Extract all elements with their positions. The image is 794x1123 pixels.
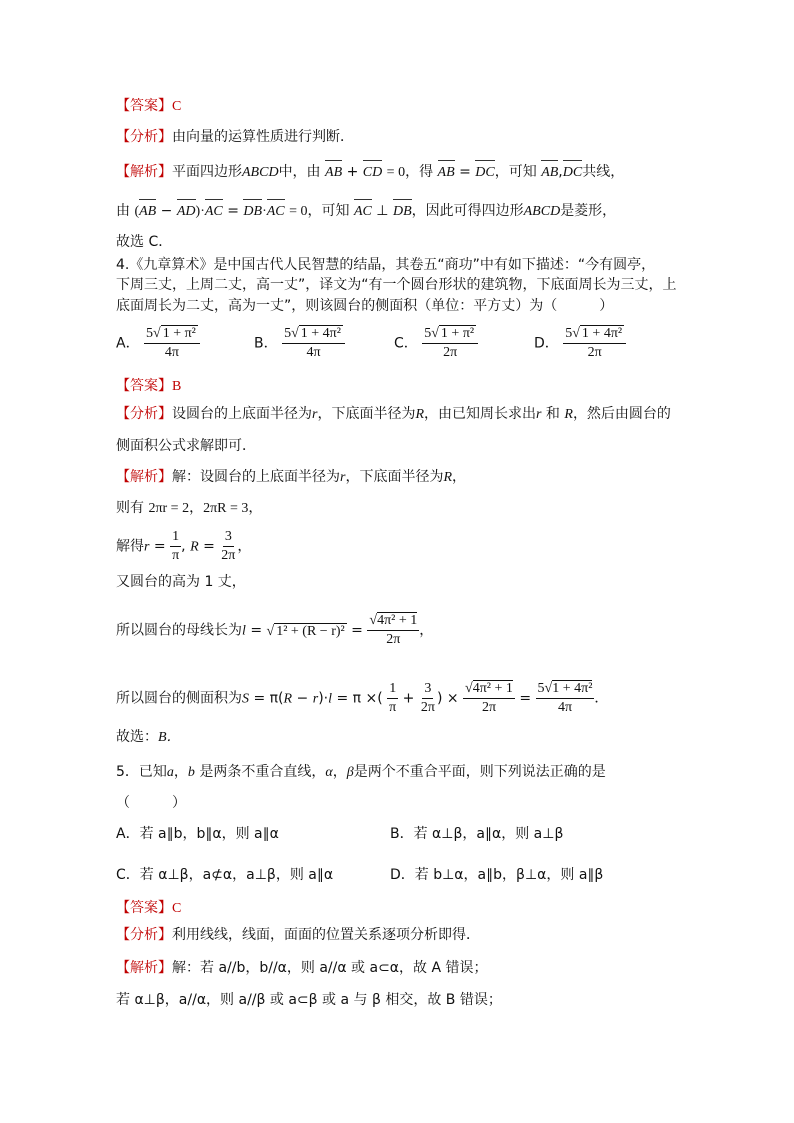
q5-option-b: B．若 α⊥β，a∥α，则 a⊥β: [390, 826, 564, 842]
option-coef: 5: [424, 326, 432, 341]
q5-stem-text: 5．已知: [116, 764, 167, 780]
option-coef: 5: [146, 326, 154, 341]
analysis-tag: 【分析】: [116, 406, 172, 422]
q3-sol-text: 中，由: [278, 164, 321, 180]
option-label: C．: [394, 335, 418, 352]
option-coef: 5: [565, 326, 573, 341]
q4-answer-value: B: [172, 379, 182, 394]
option-fraction: $\frac{\text{5√ 1 + 4π²}}{2\pi}$: [563, 325, 626, 362]
solution-tag: 【解析】: [116, 960, 172, 976]
answer-tag: 【答案】: [116, 378, 172, 394]
q5-answer-value: C: [172, 901, 182, 916]
option-label: B．: [254, 335, 278, 352]
q4-perimeter-equations: 2πr = 2，2πR = 3，: [148, 501, 263, 516]
option-label: D．: [534, 335, 559, 352]
analysis-tag: 【分析】: [116, 129, 172, 145]
solution-tag: 【解析】: [116, 469, 172, 485]
q3-sol-text: 由: [116, 203, 130, 219]
q4-sol-text: 则有: [116, 500, 144, 516]
q5-solution-line1: [116, 958, 488, 978]
q3-sol-text: ，因此可得四边形: [411, 203, 524, 219]
option-den: 4π: [164, 345, 179, 360]
option-label: A．: [116, 335, 140, 352]
q3-sol-text: 平面四边形: [172, 164, 242, 180]
q5-stem-line2: （ ）: [116, 795, 186, 811]
q4-solution-line6: 所以圆台的侧面积为S = π(R − r)·l = π ×( $\frac{1}{\pi}$ + $\frac{3}{2\pi}$ ) × $\frac{\text{√4π² + 1}}{2\pi}$ = $\frac{\text{5√1 + 4π²}}{4\pi}$ ．: [116, 681, 609, 715]
q4-solution-line3: 解得r = $\frac{1}{\pi}$ , R = $\frac{3}{2\pi}$ ，: [116, 529, 252, 563]
q3-sol-text: 是菱形，: [560, 203, 617, 219]
q3-answer-value: C: [172, 99, 182, 114]
option-fraction: $\frac{\text{5√ 1 + π²}}{4\pi}$: [144, 325, 200, 362]
option-radicand: 1 + 4π²: [581, 326, 623, 341]
q4-analysis-line1: 【分析】设圆台的上底面半径为r，下底面半径为R，由已知周长求出r 和 R，然后由圆台的: [116, 406, 671, 422]
q5-stem-line1: 5．已知a，b 是两条不重合直线，α，β是两个不重合平面，则下列说法正确的是: [116, 764, 606, 780]
answer-tag: 【答案】: [116, 900, 172, 916]
q4-sol-text: 解：设圆台的上底面半径为: [172, 469, 340, 485]
q3-answer-line: [116, 96, 181, 117]
q4-solution-line1: 【解析】解：设圆台的上底面半径为r，下底面半径为R，: [116, 469, 467, 485]
q5-stem-text: 是两个不重合平面，则下列说法正确的是: [353, 764, 606, 780]
q4-analysis-text: 设圆台的上底面半径为: [172, 406, 312, 422]
q4-analysis-text: ，下底面半径为: [317, 406, 416, 422]
answer-tag: 【答案】: [116, 98, 172, 114]
option-fraction: $\frac{\text{5√ 1 + π²}}{2\pi}$: [422, 325, 478, 362]
q3-solution-line1: 【解析】平面四边形ABCD中，由 AB + CD = 0，得 AB = DC，可知 AB,DC共线，: [116, 162, 624, 183]
analysis-tag: 【分析】: [116, 927, 172, 943]
q4-option-a: [116, 325, 200, 362]
q4-stem-line3: 底面周长为二丈，高为一丈”，则该圆台的侧面积（单位：平方丈）为（ ）: [116, 298, 614, 314]
option-radicand: 1 + π²: [440, 326, 475, 341]
q4-analysis-text: 和: [545, 406, 560, 422]
q3-sol-text: ，可知: [494, 164, 537, 180]
q4-option-d: [534, 325, 626, 362]
q4-conclusion-choice: B．: [158, 730, 181, 745]
q4-conclusion: [116, 727, 181, 748]
option-den: 2π: [443, 345, 458, 360]
q3-abcd: ABCD: [523, 204, 561, 219]
option-den: 4π: [306, 345, 321, 360]
option-radicand: 1 + π²: [162, 326, 196, 341]
q4-conclusion-text: 故选：: [116, 729, 158, 745]
q3-abcd: ABCD: [242, 165, 279, 180]
q5-stem-text: 是两条不重合直线，: [199, 764, 326, 780]
q4-stem-line1: 4.《九章算术》是中国古代人民智慧的结晶，其卷五“商功”中有如下描述：“今有圆亭，: [116, 257, 656, 273]
q4-analysis-line2: 侧面积公式求解即可．: [116, 438, 256, 454]
q3-sol-text: ，得: [405, 164, 434, 180]
q4-analysis-text: ，由已知周长求出: [424, 406, 537, 422]
q3-solution-line2: 由 (AB − AD)·AC = DB·AC = 0，可知 AC ⊥ DB，因此可得四边形ABCD是菱形，: [116, 201, 616, 222]
q4-sol-text: ，下底面半径为: [345, 469, 444, 485]
q3-sol-text: 共线，: [582, 164, 625, 180]
option-radicand: 1 + 4π²: [300, 326, 341, 341]
q5-solution-line2: 若 α⊥β，a//α，则 a//β 或 a⊂β 或 a 与 β 相交，故 B 错误；: [116, 992, 502, 1008]
q4-sol-text: 所以圆台的侧面积为: [116, 690, 242, 707]
q5-analysis-line: [116, 925, 480, 945]
q4-option-c: [394, 325, 478, 362]
solution-tag: 【解析】: [116, 164, 172, 180]
option-den: 2π: [587, 345, 602, 360]
q3-analysis-line: [116, 127, 354, 147]
option-coef: 5: [284, 326, 292, 341]
q3-conclusion: 故选 C．: [116, 234, 173, 250]
q4-sol-text: ，: [452, 469, 467, 485]
q4-solution-line4: 又圆台的高为 1 丈，: [116, 574, 246, 590]
q4-solution-line5: 所以圆台的母线长为l = √ 1² + (R − r)² = $\frac{\text{√4π² + 1}}{2\pi}$ ，: [116, 613, 434, 647]
q3-sol-text: ，可知: [307, 203, 350, 219]
q5-option-d: D．若 b⊥α，a∥b，β⊥α，则 a∥β: [390, 867, 604, 883]
option-fraction: $\frac{\text{5√ 1 + 4π²}}{4\pi}$: [282, 325, 345, 362]
q3-analysis-text: 由向量的运算性质进行判断．: [172, 129, 354, 145]
q5-option-a: A．若 a∥b，b∥α，则 a∥α: [116, 826, 279, 842]
q4-sol-text: 所以圆台的母线长为: [116, 622, 242, 639]
q4-solution-line2: [116, 498, 262, 519]
q5-sol-text: 解：若 a//b，b//α，则 a//α 或 a⊂α，故 A 错误；: [172, 960, 488, 976]
q4-sol-text: 解得: [116, 538, 144, 555]
q4-answer-line: [116, 376, 181, 397]
q4-analysis-text: ，然后由圆台的: [572, 406, 671, 422]
q5-analysis-text: 利用线线，线面，面面的位置关系逐项分析即得．: [172, 927, 480, 943]
q5-option-c: C．若 α⊥β，a⊄α，a⊥β，则 a∥α: [116, 867, 334, 883]
q4-option-b: [254, 325, 345, 362]
q5-answer-line: [116, 898, 181, 919]
q4-stem-line2: 下周三丈，上周二丈，高一丈”，译文为“有一个圆台形状的建筑物，下底面周长为三丈，上: [116, 277, 677, 293]
